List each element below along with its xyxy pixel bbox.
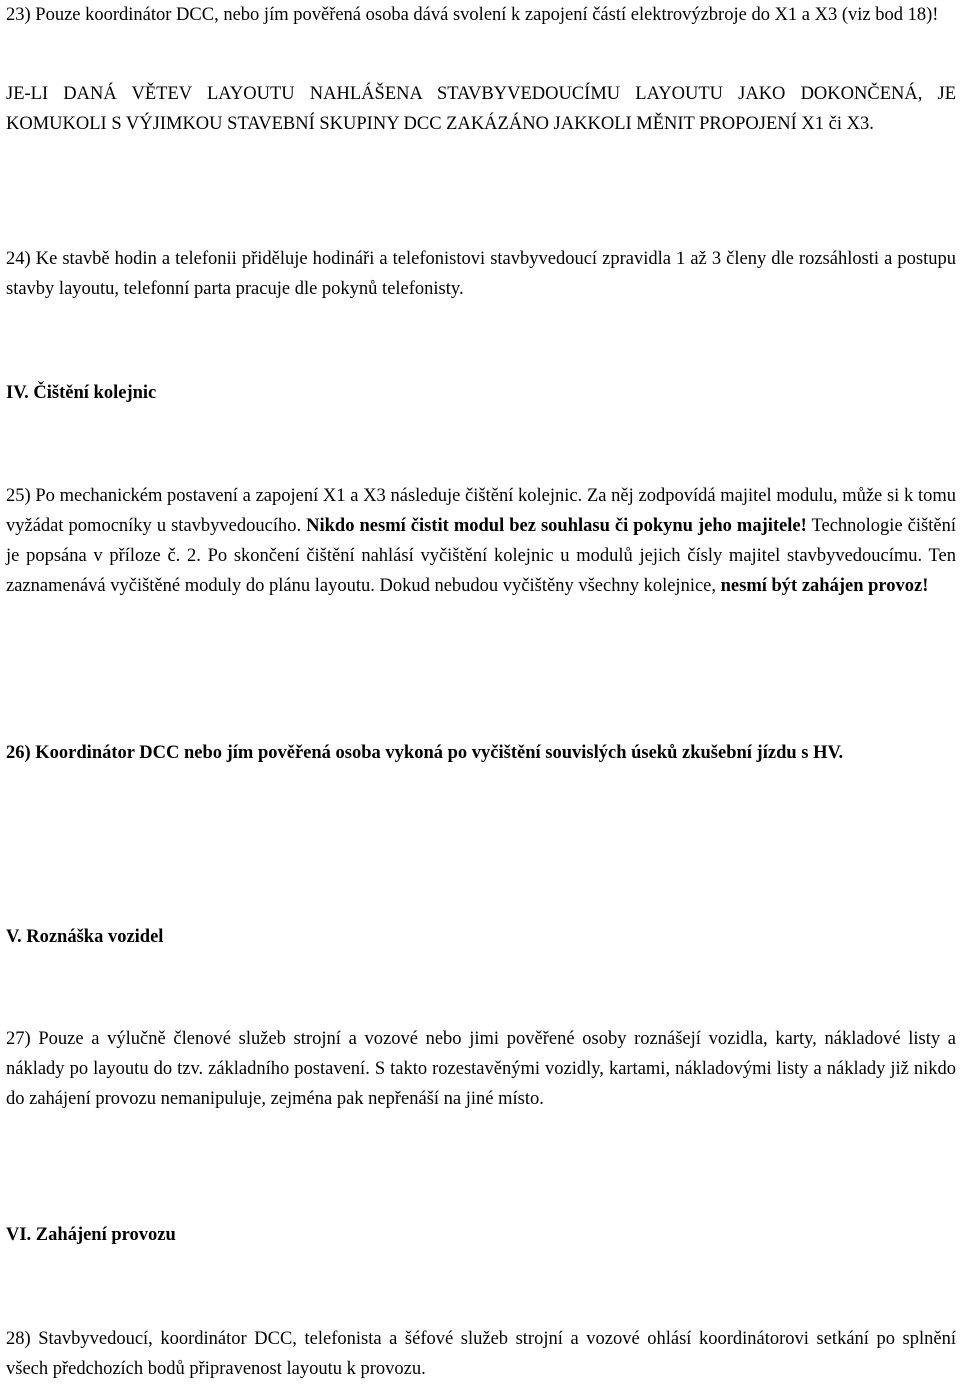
section-heading-v: V. Roznáška vozidel [6,927,164,947]
caps-warning-paragraph: JE-LI DANÁ VĚTEV LAYOUTU NAHLÁŠENA STAVBYVEDOUCÍMU LAYOUTU JAKO DOKONČENÁ, JE KOMUKOLI S VÝJIMKOU STAVEBNÍ SKUPINY DCC ZAKÁZÁNO JAKKOLI MĚNIT PROPOJENÍ X1 či X3. [6,84,956,134]
paragraph-25-text-2: Technologie čištění je popsána v příloze č. 2. Po skončení čištění nahlásí vyčištění kolejnic u modulů jejich čísly majitel stavbyvedoucímu. Ten zaznamenává vyčištěné moduly do plánu layoutu. Dokud nebudou vyčištěny všechny kolejnice, [6,516,956,596]
paragraph-23: 23) Pouze koordinátor DCC, nebo jím pověřená osoba dává svolení k zapojení částí elektrovýzbroje do X1 a X3 (viz bod 18)! [6,5,939,25]
paragraph-27: 27) Pouze a výlučně členové služeb strojní a vozové nebo jimi pověřené osoby roznášejí vozidla, karty, nákladové listy a náklady po layoutu do tzv. základního postavení. S takto rozestavěnými vozidly, kartami, nákladovými listy a náklady již nikdo do zahájení provozu nemanipuluje, zejména pak nepřenáší na jiné místo. [6,1029,956,1109]
paragraph-24: 24) Ke stavbě hodin a telefonii přiděluje hodináři a telefonistovi stavbyvedoucí zpravidla 1 až 3 členy dle rozsáhlosti a postupu stavby layoutu, telefonní parta pracuje dle pokynů telefonisty. [6,249,956,299]
paragraph-25-bold-2: nesmí být zahájen provoz! [720,576,929,596]
paragraph-25-bold-1: Nikdo nesmí čistit modul bez souhlasu či pokynu jeho majitele! [306,516,807,536]
paragraph-26: 26) Koordinátor DCC nebo jím pověřená osoba vykoná po vyčištění souvislých úseků zkušební jízdu s HV. [6,743,844,763]
paragraph-25-text-1: 25) Po mechanickém postavení a zapojení X1 a X3 následuje čištění kolejnic. Za něj zodpovídá majitel modulu, může si k tomu vyžádat pomocníky u stavbyvedoucího. [6,486,956,536]
section-heading-iv: IV. Čištění kolejnic [6,383,157,403]
paragraph-28: 28) Stavbyvedoucí, koordinátor DCC, telefonista a šéfové služeb strojní a vozové ohlásí koordinátorovi setkání po splnění všech předchozích bodů připravenost layoutu k provozu. [6,1329,956,1379]
section-heading-vi: VI. Zahájení provozu [6,1225,176,1245]
paragraph-25 [6,481,956,601]
